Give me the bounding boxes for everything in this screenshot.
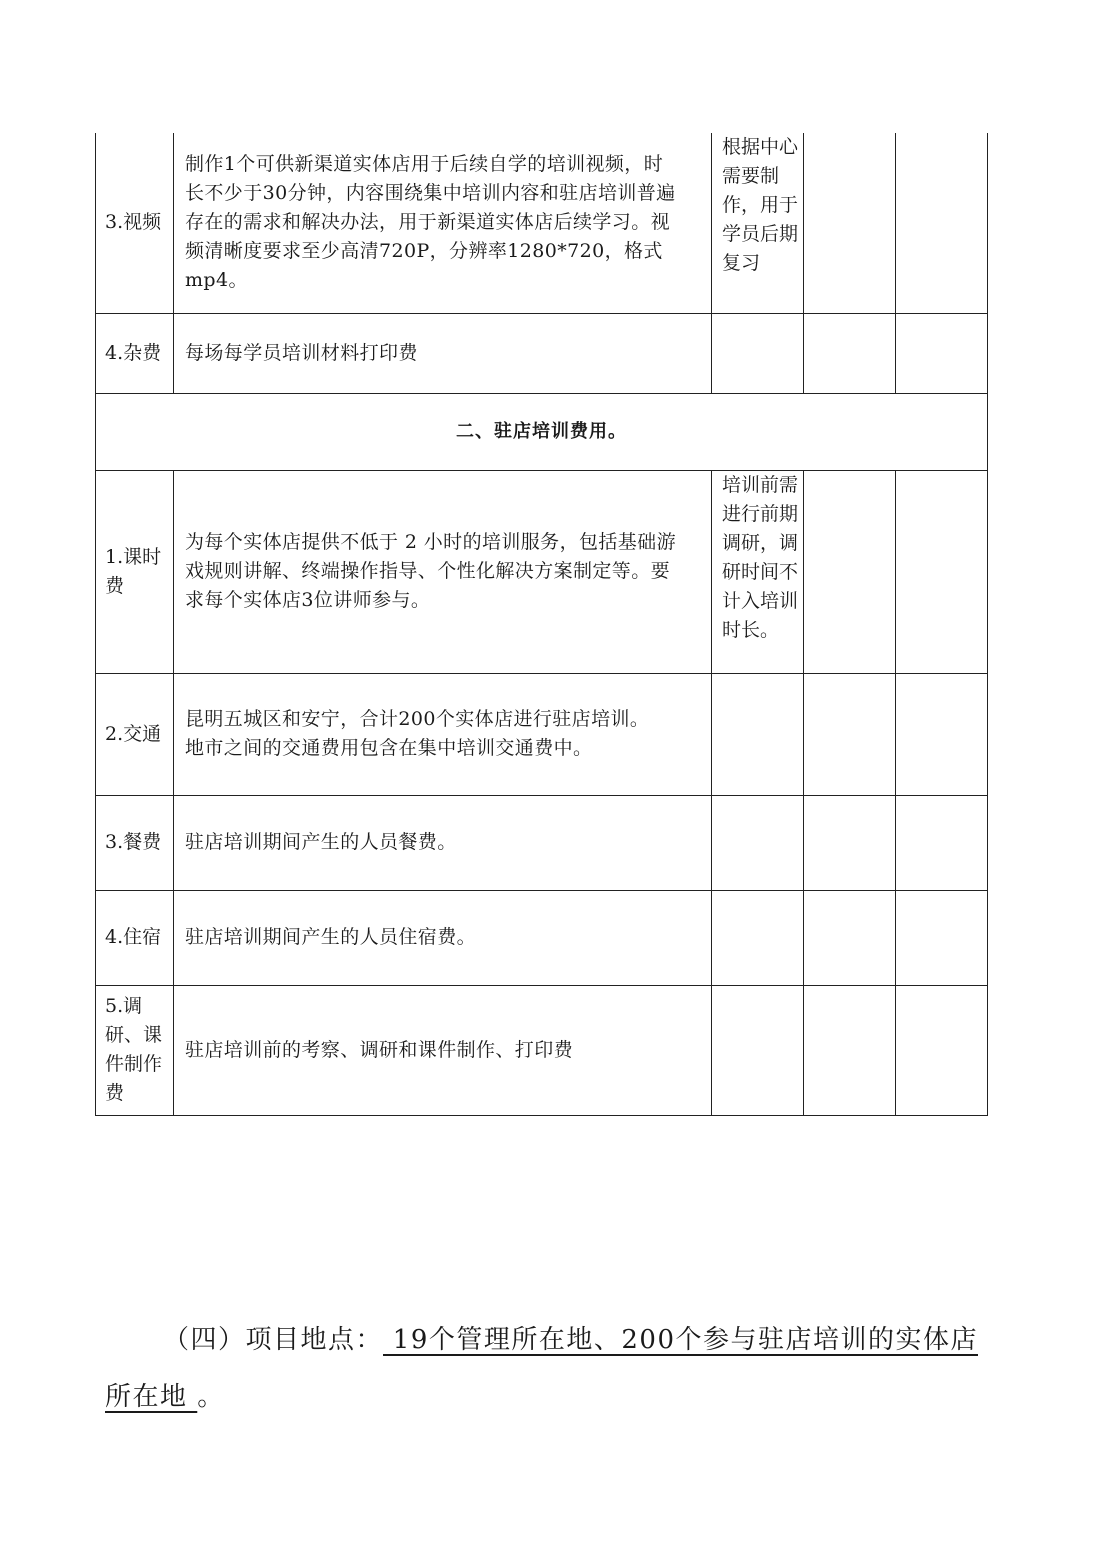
empty-cell (896, 673, 988, 795)
item-description (174, 890, 712, 985)
table-row (96, 470, 988, 673)
item-name: 2.交通 (96, 673, 174, 795)
item-name: 4.杂费 (96, 313, 174, 393)
item-description (174, 313, 712, 393)
description-line: 为每个实体店提供不低于 2 小时的培训服务，包括基础游 (185, 531, 676, 553)
item-description (174, 673, 712, 795)
description-line: 昆明五城区和安宁，合计200个实体店进行驻店培训。 (185, 708, 650, 730)
table-row (96, 795, 988, 890)
project-location-paragraph (105, 1312, 1005, 1426)
item-name: 1.课时费 (96, 470, 174, 673)
description-line: 每场每学员培训材料打印费 (185, 341, 418, 364)
empty-cell (804, 985, 896, 1115)
item-note (712, 985, 804, 1115)
location-value: 19个管理所在地、200个参与驻店培训的实体店所在地 (105, 1325, 978, 1412)
cost-table (95, 133, 988, 1116)
description-line: 驻店培训前的考察、调研和课件制作、打印费 (185, 1038, 574, 1061)
description-line: 驻店培训期间产生的人员住宿费。 (185, 926, 477, 948)
table-row (96, 985, 988, 1115)
item-description (174, 470, 712, 673)
item-note (712, 795, 804, 890)
item-note (712, 673, 804, 795)
empty-cell (896, 313, 988, 393)
item-description (174, 133, 712, 313)
description-line: 地市之间的交通费用包含在集中培训交通费中。 (185, 737, 593, 759)
item-note (712, 313, 804, 393)
description-line: 频清晰度要求至少高清720P，分辨率1280*720，格式mp4。 (185, 240, 663, 292)
item-name: 3.餐费 (96, 795, 174, 890)
empty-cell (804, 795, 896, 890)
item-name: 3.视频 (96, 133, 174, 313)
location-end: 。 (197, 1382, 225, 1412)
empty-cell (804, 673, 896, 795)
description-line: 求每个实体店3位讲师参与。 (185, 589, 431, 611)
empty-cell (804, 313, 896, 393)
section-header-row (96, 393, 988, 470)
item-name: 4.住宿 (96, 890, 174, 985)
section-title: 二、驻店培训费用。 (96, 393, 988, 470)
table-row (96, 133, 988, 313)
empty-cell (896, 470, 988, 673)
item-name: 5.调研、课件制作费 (96, 985, 174, 1115)
empty-cell (896, 133, 988, 313)
table-row (96, 890, 988, 985)
description-line: 戏规则讲解、终端操作指导、个性化解决方案制定等。要 (185, 560, 671, 582)
item-note: 培训前需进行前期调研，调研时间不计入培训时长。 (712, 470, 804, 673)
item-note: 根据中心需要制作，用于学员后期复习 (712, 133, 804, 313)
item-note (712, 890, 804, 985)
table-row (96, 313, 988, 393)
location-label: （四）项目地点： (163, 1325, 384, 1355)
item-description (174, 795, 712, 890)
empty-cell (896, 985, 988, 1115)
empty-cell (896, 795, 988, 890)
item-description (174, 985, 712, 1115)
description-line: 制作1个可供新渠道实体店用于后续自学的培训视频，时 (185, 153, 664, 176)
description-line: 驻店培训期间产生的人员餐费。 (185, 831, 457, 853)
description-line: 存在的需求和解决办法，用于新渠道实体店后续学习。视 (185, 211, 671, 234)
empty-cell (804, 890, 896, 985)
empty-cell (896, 890, 988, 985)
empty-cell (804, 470, 896, 673)
table-row (96, 673, 988, 795)
empty-cell (804, 133, 896, 313)
description-line: 长不少于30分钟，内容围绕集中培训内容和驻店培训普遍 (185, 182, 676, 205)
